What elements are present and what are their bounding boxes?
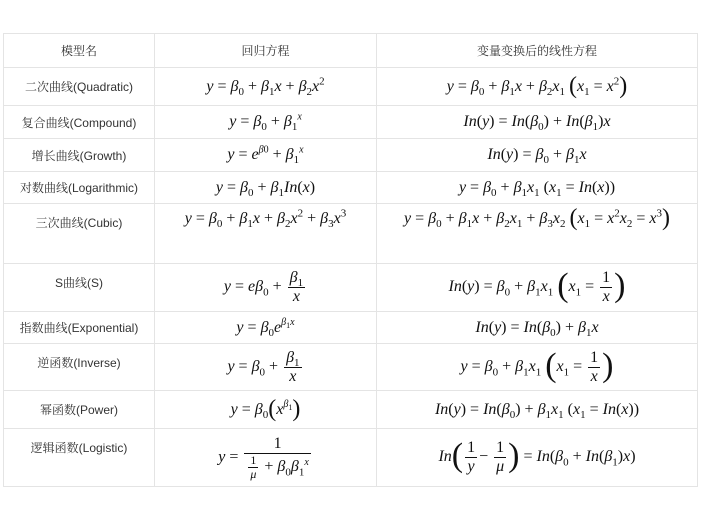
model-name: 三次曲线(Cubic) xyxy=(4,204,155,264)
regression-model-table xyxy=(3,33,698,487)
header-model-name: 模型名 xyxy=(4,34,155,68)
table-row xyxy=(4,264,698,312)
header-linear-equation: 变量变换后的线性方程 xyxy=(377,34,698,68)
model-name: 逆函数(Inverse) xyxy=(4,344,155,391)
linear-equation: $In(y) = \beta_0 + \beta_1x_1$ ($x_1$ = $\frac{1}{x}$ ) xyxy=(377,264,698,312)
regression-equation: $y = e\beta_0$ + $\frac{\beta_1}{x}$ xyxy=(155,264,377,312)
regression-equation: $y = e^{\beta 0} + \beta_1^x$ xyxy=(155,139,377,172)
regression-equation: $y = \beta_0 + \beta_1^x$ xyxy=(155,106,377,139)
regression-equation: $y = \beta_0$ + $\frac{\beta_1}{x}$ xyxy=(155,344,377,391)
table-row xyxy=(4,106,698,139)
linear-equation: $In(y) = \beta_0 + \beta_1x$ xyxy=(377,139,698,172)
table-row xyxy=(4,172,698,204)
linear-equation: $In(y) = In(\beta_0) + In(\beta_1)x$ xyxy=(377,106,698,139)
table-row xyxy=(4,312,698,344)
regression-equation: y = 1 $\frac{1}{\mu}$ + $\beta_0\beta_1^x$ xyxy=(155,429,377,487)
model-name: 对数曲线(Logarithmic) xyxy=(4,172,155,204)
table-row xyxy=(4,391,698,429)
linear-equation: $y = \beta_0 + \beta_1x_1$ ($x_1$ = $\frac{1}{x}$ ) xyxy=(377,344,698,391)
regression-equation: $y = \beta_0 + \beta_1x + \beta_2x^2 + \beta_3x^3$ xyxy=(155,204,377,264)
linear-equation: $In(y) = In(\beta_0) + \beta_1x_1$ $(x_1 = In(x))$ xyxy=(377,391,698,429)
model-name: 逻辑函数(Logistic) xyxy=(4,429,155,487)
table-row xyxy=(4,139,698,172)
header-regression-equation: 回归方程 xyxy=(155,34,377,68)
linear-equation: $y = \beta_0 + \beta_1x + \beta_2x_1 + \beta_3x_2$ $(x_1 = x^2x_2 = x^3)$ xyxy=(377,204,698,264)
regression-equation: $y = \beta_0(x^{\beta_1})$ xyxy=(155,391,377,429)
model-name: S曲线(S) xyxy=(4,264,155,312)
model-name: 二次曲线(Quadratic) xyxy=(4,68,155,106)
linear-equation: $y = \beta_0 + \beta_1x + \beta_2x_1$ $(x_1 = x^2)$ xyxy=(377,68,698,106)
linear-equation: In( $\frac{1}{y}$ − $\frac{1}{\mu}$ ) = $In(\beta_0 + In(\beta_1)x)$ xyxy=(377,429,698,487)
linear-equation: $In(y) = In(\beta_0) + \beta_1x$ xyxy=(377,312,698,344)
table-row xyxy=(4,204,698,264)
regression-equation: $y = \beta_0 + \beta_1x + \beta_2x^2$ xyxy=(155,68,377,106)
table-row xyxy=(4,429,698,487)
model-name: 增长曲线(Growth) xyxy=(4,139,155,172)
model-name: 指数曲线(Exponential) xyxy=(4,312,155,344)
model-name: 幂函数(Power) xyxy=(4,391,155,429)
model-name: 复合曲线(Compound) xyxy=(4,106,155,139)
table-row xyxy=(4,344,698,391)
table-row xyxy=(4,68,698,106)
regression-equation: $y = \beta_0 + \beta_1In(x)$ xyxy=(155,172,377,204)
regression-equation: $y = \beta_0e^{\beta_1x}$ xyxy=(155,312,377,344)
linear-equation: $y = \beta_0 + \beta_1x_1$ $(x_1 = In(x))$ xyxy=(377,172,698,204)
header-row xyxy=(4,34,698,68)
